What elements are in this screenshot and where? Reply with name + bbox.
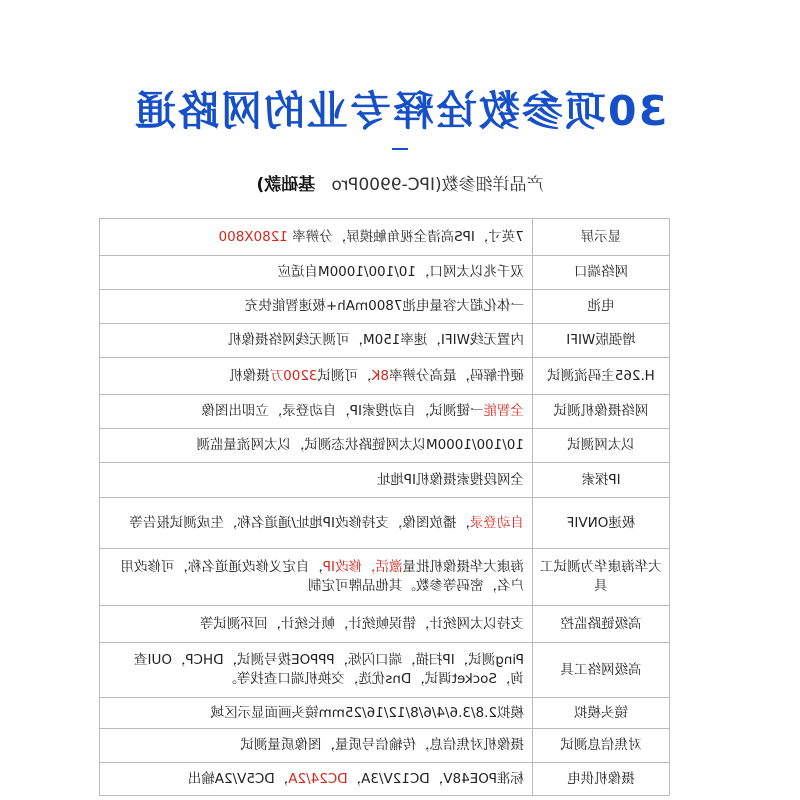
param-name: 对焦信息测试 (533, 729, 670, 763)
param-description (100, 256, 533, 290)
table-row (100, 219, 670, 256)
highlight-text: DC24/2A (288, 770, 348, 787)
param-description (100, 290, 533, 324)
description-text: 双千兆以太网口，10/100/1000M自适应 (277, 264, 524, 280)
highlight-text: 8K (371, 367, 389, 384)
param-name: IP探索 (533, 463, 670, 498)
param-description (100, 429, 533, 463)
description-text: 摄像机对焦信息，传输信号质量，图像质量测试 (240, 737, 524, 753)
table-row (100, 256, 670, 290)
table-row (100, 429, 670, 463)
description-text: ，DC5V/2A输出 (187, 770, 289, 787)
description-text: 标准POE48V，DC12V/3A， (347, 770, 524, 787)
description-text: ，播放图像，支持修改IP地址/通道名称，生成测试报告等 (129, 514, 470, 531)
description-text: 摄像机 (229, 367, 270, 384)
description-text: 10/100/1000M以太网链路状态测试，以太网流量监测 (196, 437, 524, 453)
description-text: 7英寸，IPS高清全视角触摸屏，分辨率 (287, 228, 524, 245)
description-text: 支持以太网统计，错误帧统计，帧长统计，回环测试等 (200, 615, 524, 632)
subtitle-prefix: 产品详细参数(IPC-9900Pro (331, 175, 544, 195)
highlight-text: 1280X800 (218, 228, 288, 245)
param-name: H.265主码流测试 (533, 358, 670, 395)
param-name: 极速ONVIF (533, 498, 670, 549)
param-description (100, 498, 533, 549)
param-description (100, 324, 533, 358)
description-text: 全网段搜索摄像机IP地址 (376, 471, 524, 488)
description-text: ，可测试 (317, 367, 372, 384)
spec-table (99, 218, 670, 796)
param-name: 高级链路监控 (533, 606, 670, 643)
param-description (100, 463, 533, 498)
table-row (100, 463, 670, 498)
param-name: 镜头模拟 (533, 698, 670, 729)
table-row (100, 358, 670, 395)
param-description (100, 763, 533, 796)
table-row (100, 763, 670, 796)
param-description (100, 729, 533, 763)
param-name: 大华海康华为测试工具 (533, 549, 670, 606)
table-row (100, 643, 670, 698)
param-description (100, 549, 533, 606)
param-description (100, 643, 533, 698)
subtitle-emphasis: 基础款) (256, 175, 316, 195)
description-text: 模拟2.8/3.6/4/6/8/12/16/25mm镜头画面显示区域 (210, 704, 524, 721)
param-description (100, 606, 533, 643)
table-row (100, 395, 670, 429)
param-name: 高级网络工具 (533, 643, 670, 698)
table-row (100, 698, 670, 729)
description-text: 海康大华摄像机批量 (402, 559, 524, 575)
param-name: 网络端口 (533, 256, 670, 290)
param-name: 摄像机供电 (533, 763, 670, 796)
param-description (100, 698, 533, 729)
description-text: 一体化超大容量电池7800mAh+极速智能快充 (244, 298, 524, 314)
description-text: ，自定义修改通道名称，可修改用户名，密码等参数。其他品牌可定制 (120, 559, 524, 594)
highlight-text: 自动登录 (470, 514, 524, 531)
param-description (100, 358, 533, 395)
table-row (100, 729, 670, 763)
param-name: 电池 (533, 290, 670, 324)
highlight-text: 3200万 (269, 367, 318, 384)
description-text: 硬件解码，最高分辨率 (389, 367, 524, 384)
param-name: 显示屏 (533, 219, 670, 256)
param-name: 增强版WIFI (533, 324, 670, 358)
table-row (100, 549, 670, 606)
table-row (100, 606, 670, 643)
highlight-text: 激活，修改IP (322, 559, 403, 575)
table-row (100, 324, 670, 358)
description-text: 一键测试，自动搜索IP，自动登录，立即出图像 (201, 403, 484, 419)
description-text: 内置无线WIFI，速率150M，可测无线网络摄像机 (228, 332, 524, 348)
title-divider (392, 148, 408, 150)
param-description (100, 219, 533, 256)
param-description (100, 395, 533, 429)
param-name: 以太网测试 (533, 429, 670, 463)
table-row (100, 290, 670, 324)
highlight-text: 全智能 (483, 403, 524, 419)
table-row (100, 498, 670, 549)
param-name: 网络摄像机测试 (533, 395, 670, 429)
page-title: 30项参数诠释专业的网路通 (132, 87, 668, 135)
description-text: Ping测试，IP扫描，端口闪烁，PPPOE拨号测试，DHCP，OUI查询，Socket调试，Dns优选，交换机端口查找等。 (133, 652, 524, 687)
page-subtitle (0, 170, 800, 195)
